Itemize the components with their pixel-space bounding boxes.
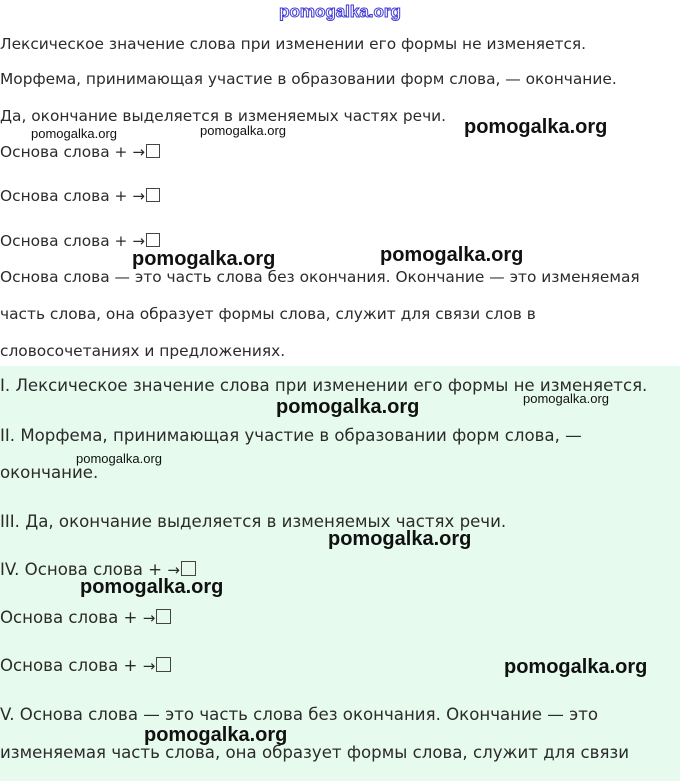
watermark: pomogalka.org [380, 244, 524, 266]
text-line: Основа слова — это часть слова без окончания. Окончание — это изменяемая [0, 268, 640, 286]
ending-box-icon [181, 561, 196, 576]
site-logo[interactable]: pomogalka.org [279, 2, 401, 21]
text-line: Лексическое значение слова при изменении его формы не изменяется. [0, 35, 587, 53]
formula-line [0, 184, 160, 208]
watermark: pomogalka.org [144, 724, 288, 746]
watermark: pomogalka.org [523, 391, 609, 406]
arrow-icon: → [142, 657, 156, 675]
formula-line [0, 654, 171, 678]
arrow-icon: → [132, 143, 145, 161]
text-line: Морфема, принимающая участие в образовании форм слова, — окончание. [0, 70, 617, 88]
answer-line: V. Основа слова — это часть слова без окончания. Окончание — это [0, 705, 599, 724]
formula-label: Основа слова + [0, 232, 128, 250]
answer-line: окончание. [0, 463, 99, 482]
ending-box-icon [156, 657, 171, 672]
watermark: pomogalka.org [464, 116, 608, 138]
formula-line [0, 606, 171, 630]
answer-block [0, 366, 680, 781]
formula-label: IV. Основа слова + [0, 560, 163, 579]
answer-line: изменяемая часть слова, она образует формы слова, служит для связи [0, 743, 630, 762]
answer-line: I. Лексическое значение слова при изменении его формы не изменяется. [0, 376, 648, 395]
text-line: Да, окончание выделяется в изменяемых частях речи. [0, 107, 447, 125]
arrow-icon: → [167, 561, 180, 579]
watermark: pomogalka.org [200, 123, 286, 138]
watermark: pomogalka.org [328, 528, 472, 550]
watermark: pomogalka.org [132, 248, 276, 270]
arrow-icon: → [132, 232, 145, 250]
formula-label: Основа слова + [0, 187, 128, 205]
watermark: pomogalka.org [31, 126, 117, 141]
formula-line [0, 140, 160, 164]
formula-label: Основа слова + [0, 656, 138, 675]
ending-box-icon [146, 188, 160, 202]
ending-box-icon [156, 609, 171, 624]
ending-box-icon [146, 144, 160, 158]
arrow-icon: → [132, 187, 145, 205]
arrow-icon: → [142, 609, 156, 627]
watermark: pomogalka.org [504, 656, 648, 678]
formula-label: Основа слова + [0, 608, 138, 627]
ending-box-icon [146, 233, 160, 247]
answer-line: II. Морфема, принимающая участие в образовании форм слова, — [0, 426, 582, 445]
watermark: pomogalka.org [276, 396, 420, 418]
text-line: часть слова, она образует формы слова, служит для связи слов в [0, 305, 536, 323]
answer-line: III. Да, окончание выделяется в изменяемых частях речи. [0, 512, 507, 531]
watermark: pomogalka.org [80, 576, 224, 598]
watermark: pomogalka.org [76, 451, 162, 466]
formula-label: Основа слова + [0, 143, 128, 161]
text-line: словосочетаниях и предложениях. [0, 342, 286, 360]
